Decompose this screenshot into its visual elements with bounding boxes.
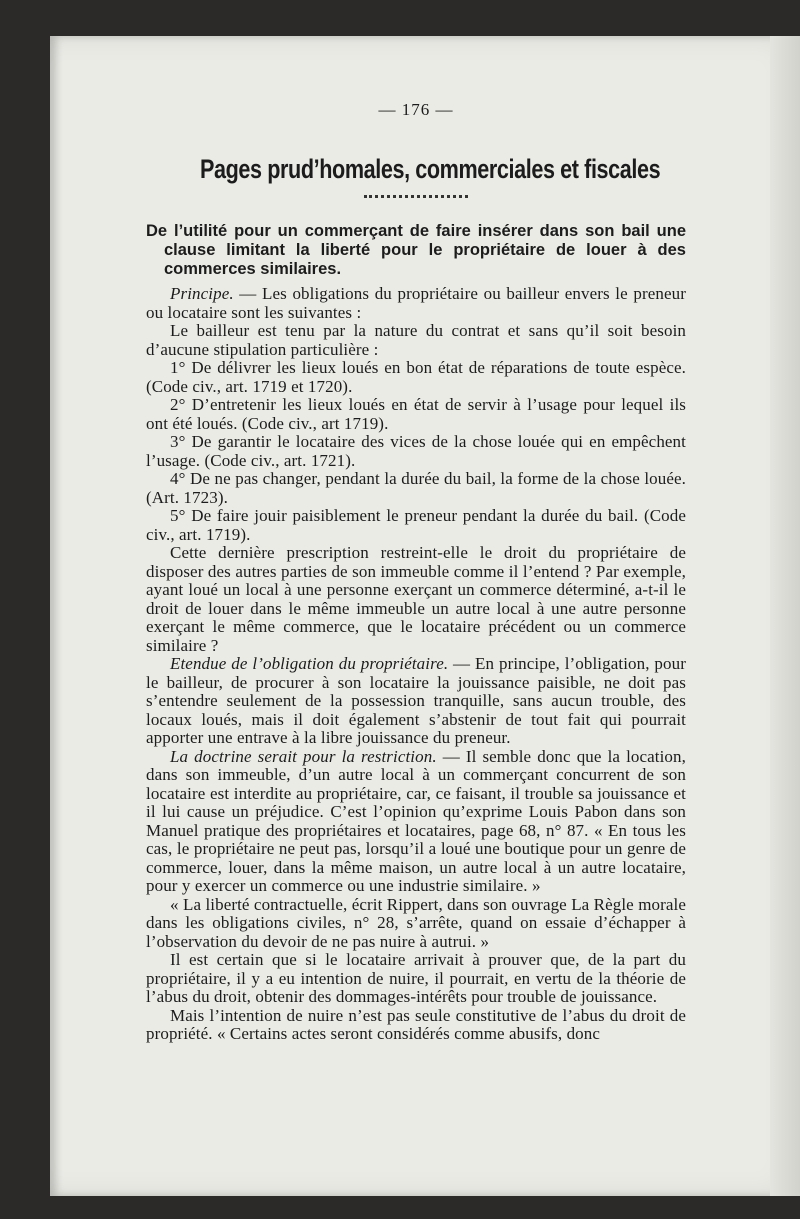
paragraph [146,433,686,470]
paragraph-text: Il est certain que si le locataire arrivait à prouver que, de la part du propriétaire, il y a eu intention de nuire, il pourrait, en vertu de la théorie de l’abus du droit, obtenir des dommages-intérêts pour trouble de jouissance. [146,950,686,1006]
page-right-fold [770,36,800,1196]
page-number: — 176 — [378,100,454,119]
page-content [146,100,686,1044]
article-body [146,285,686,1044]
paragraph-lead: Etendue de l’obligation du propriétaire. [170,654,449,673]
paragraph [146,544,686,655]
paragraph [146,322,686,359]
paragraph-text: 5° De faire jouir paisiblement le preneur pendant la durée du bail. (Code civ., art. 1719). [146,506,686,544]
paragraph [146,748,686,896]
paragraph-text: 3° De garantir le locataire des vices de la chose louée qui en empêchent l’usage. (Code civ., art. 1721). [146,432,686,470]
paragraph-lead: Principe. [170,284,234,303]
paragraph-text: 1° De délivrer les lieux loués en bon état de réparations de toute espèce. (Code civ., art. 1719 et 1720). [146,358,686,396]
paragraph [146,1007,686,1044]
paragraph-text: — Les obligations du propriétaire ou bailleur envers le preneur ou locataire sont les suivantes : [146,284,686,322]
paragraph-text: « La liberté contractuelle, écrit Rippert, dans son ouvrage La Règle morale dans les obligations civiles, n° 28, s’arrête, quand on essaie d’échapper à l’observation du devoir de ne pas nuire à autrui. » [146,894,686,951]
paragraph-lead: La doctrine serait pour la restriction. [170,746,437,766]
paragraph [146,507,686,544]
paragraph [146,359,686,396]
paragraph [146,655,686,748]
paragraph-text: Mais l’intention de nuire n’est pas seule constitutive de l’abus du droit de propriété. « Certains actes seront considérés comme abusifs, donc [146,1005,686,1043]
paragraph-text: Le bailleur est tenu par la nature du contrat et sans qu’il soit besoin d’aucune stipulation particulière : [146,321,686,359]
paragraph [146,285,686,322]
paragraph-text: — En principe, l’obligation, pour le bailleur, de procurer à son locataire la jouissance paisible, ne doit pas s’entendre seulement de la possession tranquille, sans aucun trouble, des locaux loués, mais il doit également s’abstenir de tout fait qui pourrait apporter une entrave à la libre jouissance du preneur. [146,654,686,747]
paragraph-text: 4° De ne pas changer, pendant la durée du bail, la forme de la chose louée. (Art. 1723). [146,469,686,507]
section-title: Pages prud’homales, commerciales et fiscales [200,154,661,184]
paragraph [146,396,686,433]
paragraph-text: 2° D’entretenir les lieux loués en état de servir à l’usage pour lequel ils ont été loués. (Code civ., art 1719). [146,395,686,433]
paragraph-text: Cette dernière prescription restreint-elle le droit du propriétaire de disposer des autres parties de son immeuble comme il l’entend ? Par exemple, ayant loué un local à une personne exerçant un commerce déterminé, a-t-il le droit de louer dans le même immeuble un autre local à une autre personne exerçant le même commerce, que le locataire précédent ou un commerce similaire ? [146,543,686,655]
paragraph [146,470,686,507]
article-title: De l’utilité pour un commerçant de faire insérer dans son bail une clause limitant la liberté pour le propriétaire de louer à des commerces similaires. [146,222,686,278]
paragraph [146,896,686,952]
paragraph [146,951,686,1007]
title-divider [364,195,468,198]
paragraph-text: — Il semble donc que la location, dans son immeuble, d’un autre local à un commerçant concurrent de son locataire est interdite au propriétaire, car, ce faisant, il trouble sa jouissance et il lui cause un préjudice. C’est l’opinion qu’exprime Louis Pabon dans son Manuel pratique des propriétaires et locataires, page 68, n° 87. « En tous les cas, le propriétaire ne peut pas, lorsqu’il a loué une boutique pour un genre de commerce, louer, dans la même maison, un autre local à un autre locataire, pour y exercer un commerce ou une industrie similaire. » [146,746,686,895]
